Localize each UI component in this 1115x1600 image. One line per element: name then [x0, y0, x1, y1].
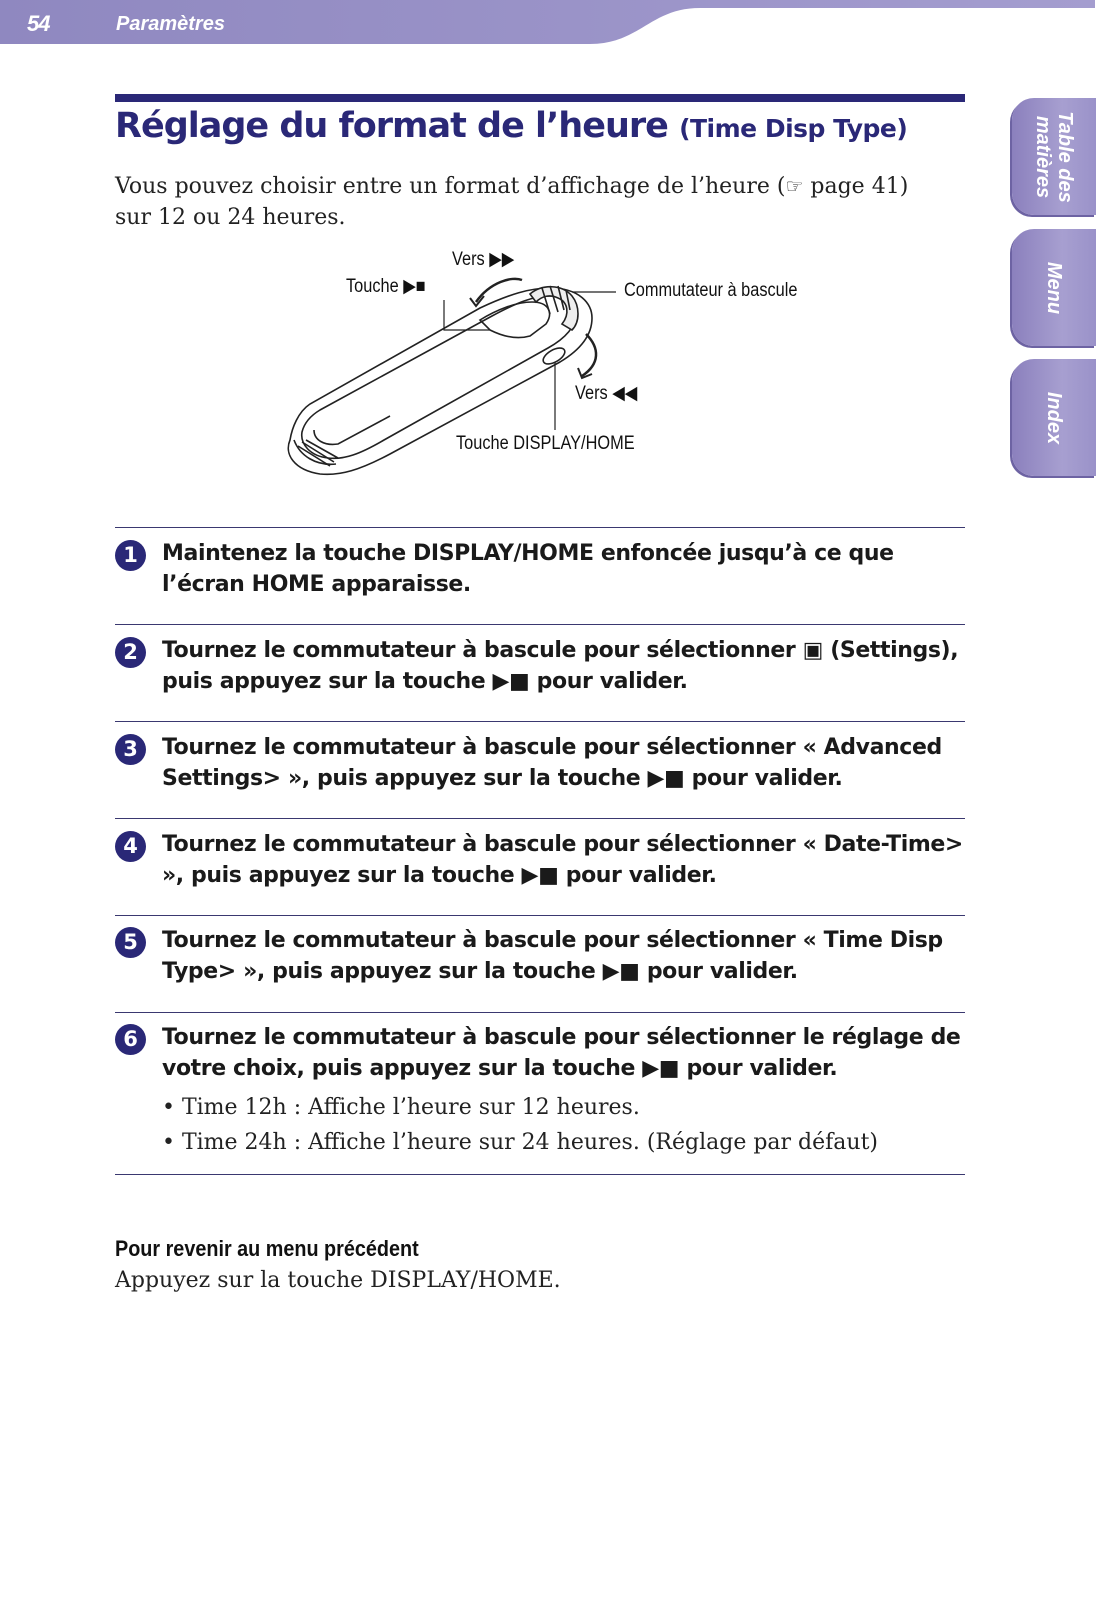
step-number: 2: [115, 637, 146, 668]
step-number: 4: [115, 831, 146, 862]
tab-menu[interactable]: [1012, 229, 1096, 346]
title-rule: [115, 94, 965, 102]
step-number: 6: [115, 1024, 146, 1055]
step-number: 1: [115, 540, 146, 571]
step-text: Maintenez la touche DISPLAY/HOME enfoncée jusqu’à ce que l’écran HOME apparaisse.: [162, 541, 894, 597]
step-text: Tournez le commutateur à bascule pour sélectionner « Advanced Settings> », puis appuyez sur la touche ▶■ pour valider.: [162, 735, 942, 791]
step-6: [115, 1022, 965, 1167]
option-time-12h: • Time 12h : Affiche l’heure sur 12 heures.: [162, 1095, 640, 1120]
step-divider: [115, 1012, 965, 1013]
tab-table-of-contents[interactable]: [1012, 98, 1096, 215]
step-number: 5: [115, 927, 146, 958]
intro-text-2: page 41) sur 12 ou 24 heures.: [115, 174, 909, 230]
page-title: [115, 106, 975, 146]
tab-label-toc: Table des matières: [1032, 110, 1076, 203]
title-sub: (Time Disp Type): [679, 114, 908, 143]
back-heading: Pour revenir au menu précédent: [115, 1236, 419, 1261]
title-main: Réglage du format de l’heure: [115, 106, 668, 146]
back-instruction: Appuyez sur la touche DISPLAY/HOME.: [115, 1268, 561, 1293]
step-text: Tournez le commutateur à bascule pour sélectionner ▣ (Settings), puis appuyez sur la touche ▶■ pour valider.: [162, 638, 959, 694]
label-vers-prev: Vers ◀◀: [575, 383, 638, 404]
intro-text-1: Vous pouvez choisir entre un format d’affichage de l’heure (: [115, 174, 786, 199]
page-number: 54: [27, 11, 50, 36]
intro-paragraph: [115, 171, 945, 233]
step-divider: [115, 624, 965, 625]
step-number: 3: [115, 734, 146, 765]
label-commutateur: Commutateur à bascule: [624, 280, 798, 301]
step-text: Tournez le commutateur à bascule pour sélectionner « Date-Time> », puis appuyez sur la touche ▶■ pour valider.: [162, 832, 963, 888]
tab-label-index: Index: [1043, 391, 1065, 444]
step-text: Tournez le commutateur à bascule pour sélectionner le réglage de votre choix, puis appuyez sur la touche ▶■ pour valider.: [162, 1025, 961, 1081]
step-text: Tournez le commutateur à bascule pour sélectionner « Time Disp Type> », puis appuyez sur la touche ▶■ pour valider.: [162, 928, 943, 984]
step-divider: [115, 1174, 965, 1175]
page-header: [0, 0, 1095, 46]
step-divider: [115, 527, 965, 528]
step-divider: [115, 721, 965, 722]
label-vers-next: Vers ▶▶: [452, 249, 515, 270]
step-divider: [115, 915, 965, 916]
section-title: Paramètres: [116, 13, 225, 35]
device-illustration: [280, 244, 820, 484]
label-touche-play: Touche ▶■: [346, 276, 426, 297]
label-touche-display: Touche DISPLAY/HOME: [456, 433, 635, 454]
tab-index[interactable]: [1012, 359, 1096, 476]
option-time-24h: • Time 24h : Affiche l’heure sur 24 heures. (Réglage par défaut): [162, 1130, 878, 1155]
tab-label-menu: Menu: [1043, 261, 1065, 314]
step-divider: [115, 818, 965, 819]
pointing-hand-icon: ☞: [785, 174, 804, 198]
